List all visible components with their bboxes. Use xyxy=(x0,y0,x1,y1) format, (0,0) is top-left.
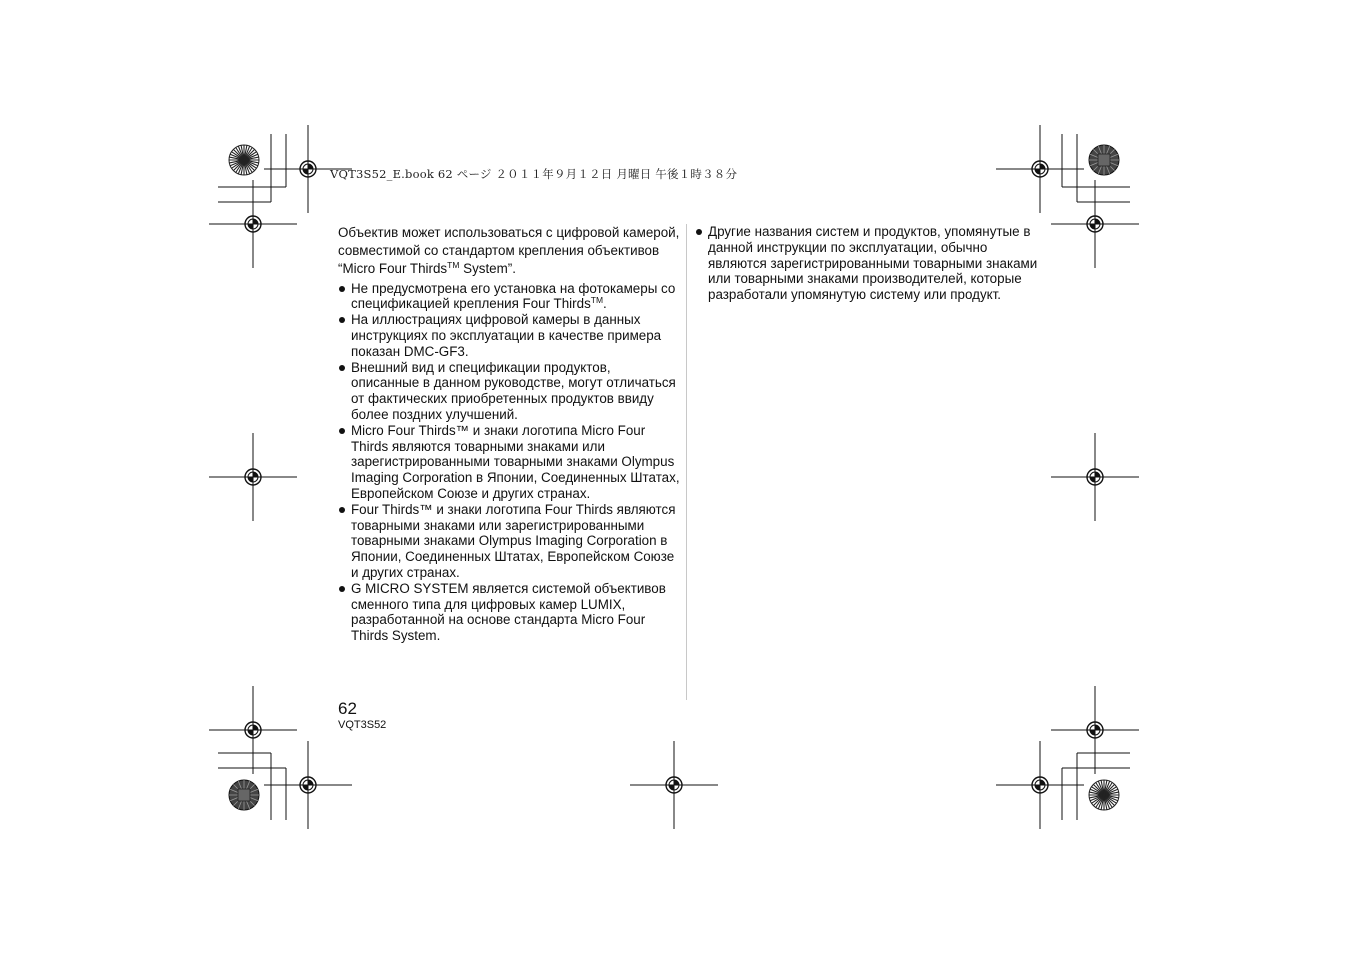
list-item xyxy=(338,581,680,644)
intro-text: Объектив может использоваться с цифровой камерой, совместимой со стандартом крепления объективов “Micro Four Thirds xyxy=(338,225,680,277)
list-item xyxy=(338,423,680,502)
registration-mark-icon xyxy=(264,741,352,829)
bullet-icon xyxy=(339,286,345,292)
registration-mark-icon xyxy=(630,741,718,829)
registration-mark-icon xyxy=(209,686,297,774)
notes-list xyxy=(695,224,1040,303)
right-column xyxy=(695,224,1040,303)
column-divider xyxy=(686,224,687,700)
bullet-icon xyxy=(339,317,345,323)
intro-text-end: System”. xyxy=(459,261,516,277)
left-column xyxy=(338,224,680,644)
list-item-text: Не предусмотрена его установка на фотокамеры со спецификацией крепления Four Thirds xyxy=(351,280,676,312)
print-slug-header: VQT3S52_E.book 62 ページ ２０１１年９月１２日 月曜日 午後１時３８分 xyxy=(330,167,738,181)
trademark-superscript: TM xyxy=(447,260,460,271)
trademark-superscript: TM xyxy=(590,295,604,306)
list-item-text: Внешний вид и спецификации продуктов, описанные в данном руководстве, могут отличаться от фактических приобретенных продуктов ввиду более поздних улучшений. xyxy=(351,359,676,422)
bullet-icon xyxy=(339,428,345,434)
document-code: VQT3S52 xyxy=(338,719,387,731)
intro-paragraph xyxy=(338,224,680,279)
registration-mark-icon xyxy=(1051,686,1139,774)
registration-mark-icon xyxy=(1051,433,1139,521)
list-item xyxy=(338,502,680,581)
registration-mark-icon xyxy=(996,125,1084,213)
notes-list xyxy=(338,281,680,644)
registration-mark-icon xyxy=(209,433,297,521)
list-item-text-end: . xyxy=(603,296,607,312)
bullet-icon xyxy=(339,365,345,371)
registration-mark-icon xyxy=(996,741,1084,829)
list-item-text: Другие названия систем и продуктов, упомянутые в данной инструкции по эксплуатации, обычно являются зарегистрированными товарными знаками или товарными знаками производителей, которые разработали упомянутую систему или продукт. xyxy=(708,224,1038,303)
color-target-icon xyxy=(229,145,259,175)
color-target-icon xyxy=(1089,145,1119,175)
color-target-icon xyxy=(1089,780,1119,810)
registration-mark-icon xyxy=(1051,180,1139,268)
list-item xyxy=(338,281,680,313)
list-item-text: На иллюстрациях цифровой камеры в данных инструкциях по эксплуатации в качестве примера показан DMC-GF3. xyxy=(351,312,662,359)
color-target-icon xyxy=(229,780,259,810)
list-item-text: Four Thirds™ и знаки логотипа Four Thirds являются товарными знаками или зарегистрированными товарными знаками Olympus Imaging Corporation в Японии, Соединенных Штатах, Европейском Союзе и других странах. xyxy=(351,501,676,580)
list-item xyxy=(338,360,680,423)
page-number: 62 xyxy=(338,699,357,718)
bullet-icon xyxy=(339,586,345,592)
list-item xyxy=(338,312,680,359)
list-item-text: Micro Four Thirds™ и знаки логотипа Micro Four Thirds являются товарными знаками или зарегистрированными товарными знаками Olympus Imaging Corporation в Японии, Соединенных Штатах, Европейском Союзе и других странах. xyxy=(351,422,680,501)
list-item xyxy=(695,224,1040,303)
bullet-icon xyxy=(339,507,345,513)
registration-mark-icon xyxy=(209,180,297,268)
bullet-icon xyxy=(696,229,702,235)
list-item-text: G MICRO SYSTEM является системой объективов сменного типа для цифровых камер LUMIX, разработанной на основе стандарта Micro Four Thirds System. xyxy=(351,580,666,644)
